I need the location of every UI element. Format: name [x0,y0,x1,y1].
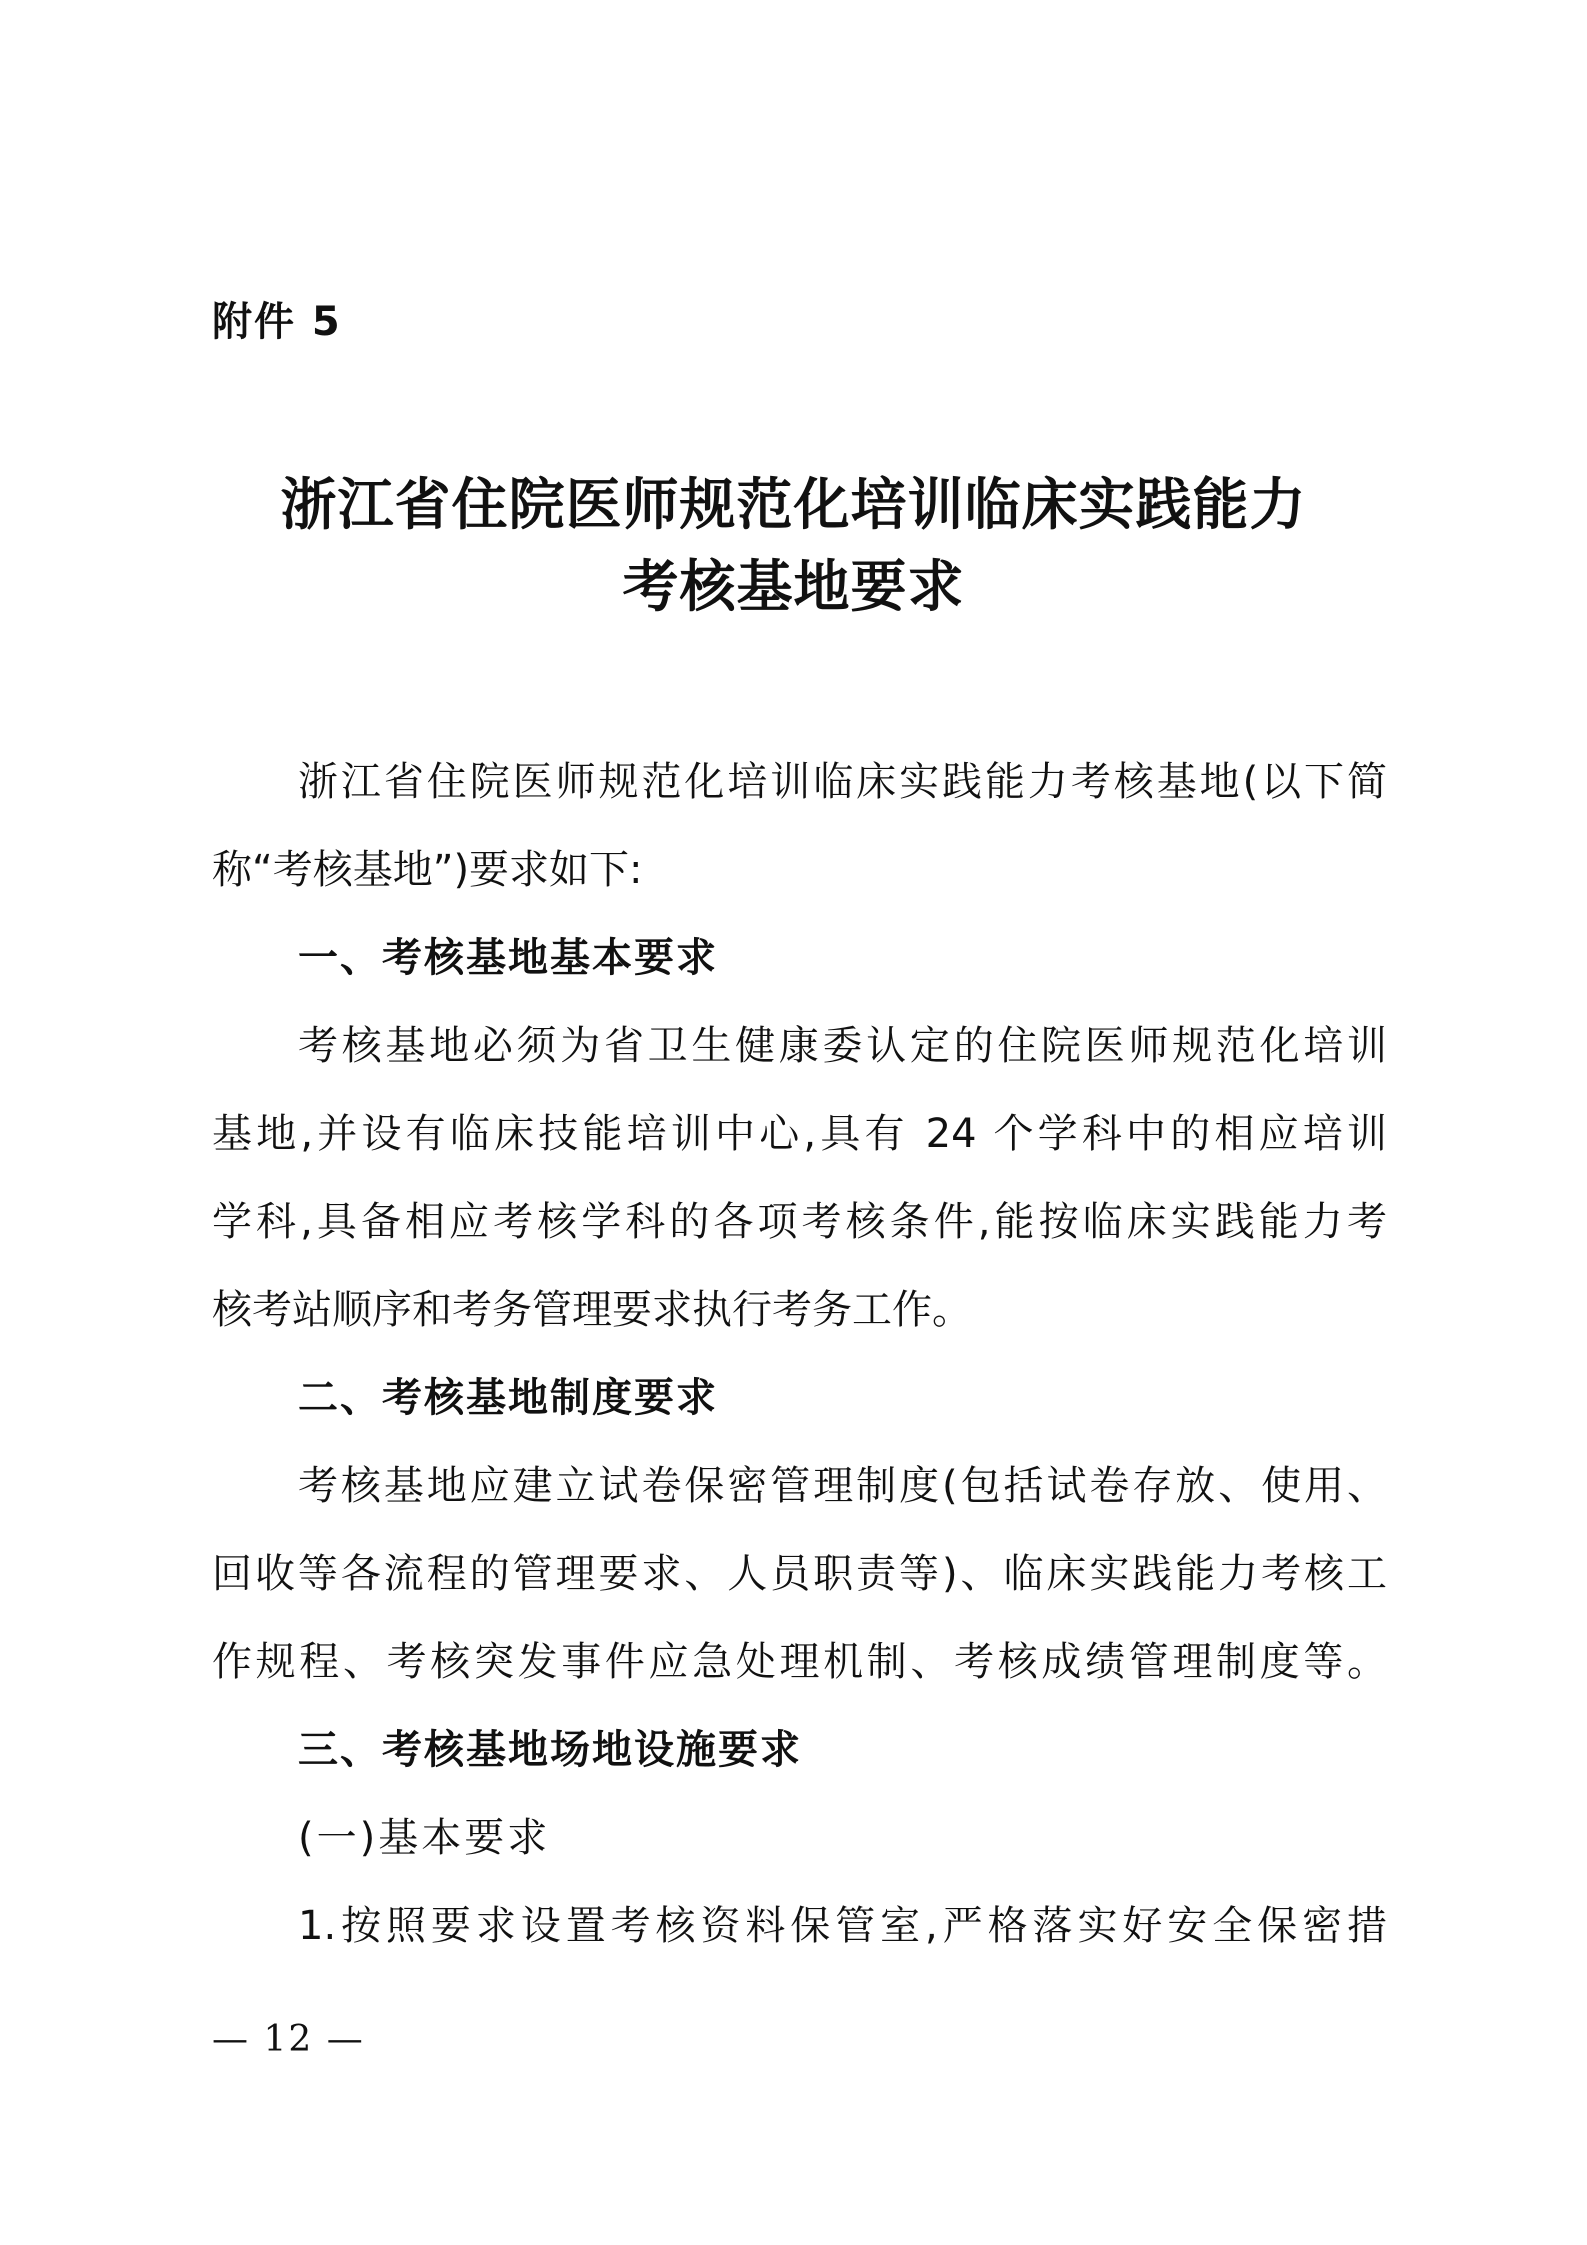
document-title-line-2: 考核基地要求 [622,554,965,620]
attachment-label: 附件 5 [212,299,342,345]
intro-line-1: 浙江省住院医师规范化培训临床实践能力考核基地(以下简 [298,759,1387,805]
section-1-paragraph-line: 核考站顺序和考务管理要求执行考务工作。 [212,1287,972,1333]
section-2-paragraph-line: 考核基地应建立试卷保密管理制度(包括试卷存放、使用、 [298,1463,1387,1509]
section-3-subheading: (一)基本要求 [298,1815,551,1861]
section-2-heading: 二、考核基地制度要求 [298,1375,718,1421]
section-1-paragraph-line: 基地,并设有临床技能培训中心,具有 24 个学科中的相应培训 [212,1111,1387,1157]
section-1-paragraph-line: 考核基地必须为省卫生健康委认定的住院医师规范化培训 [298,1023,1387,1069]
section-2-paragraph-line: 作规程、考核突发事件应急处理机制、考核成绩管理制度等。 [212,1639,1387,1685]
page-number: — 12 — [212,2019,365,2060]
section-1-heading: 一、考核基地基本要求 [298,935,718,981]
section-1-paragraph-line: 学科,具备相应考核学科的各项考核条件,能按临床实践能力考 [212,1199,1387,1245]
section-2-paragraph-line: 回收等各流程的管理要求、人员职责等)、临床实践能力考核工 [212,1551,1387,1597]
document-title-line-1: 浙江省住院医师规范化培训临床实践能力 [280,472,1307,538]
section-3-item-1: 1.按照要求设置考核资料保管室,严格落实好安全保密措 [298,1903,1387,1949]
section-3-heading: 三、考核基地场地设施要求 [298,1727,802,1773]
intro-line-2: 称“考核基地”)要求如下: [212,847,643,893]
